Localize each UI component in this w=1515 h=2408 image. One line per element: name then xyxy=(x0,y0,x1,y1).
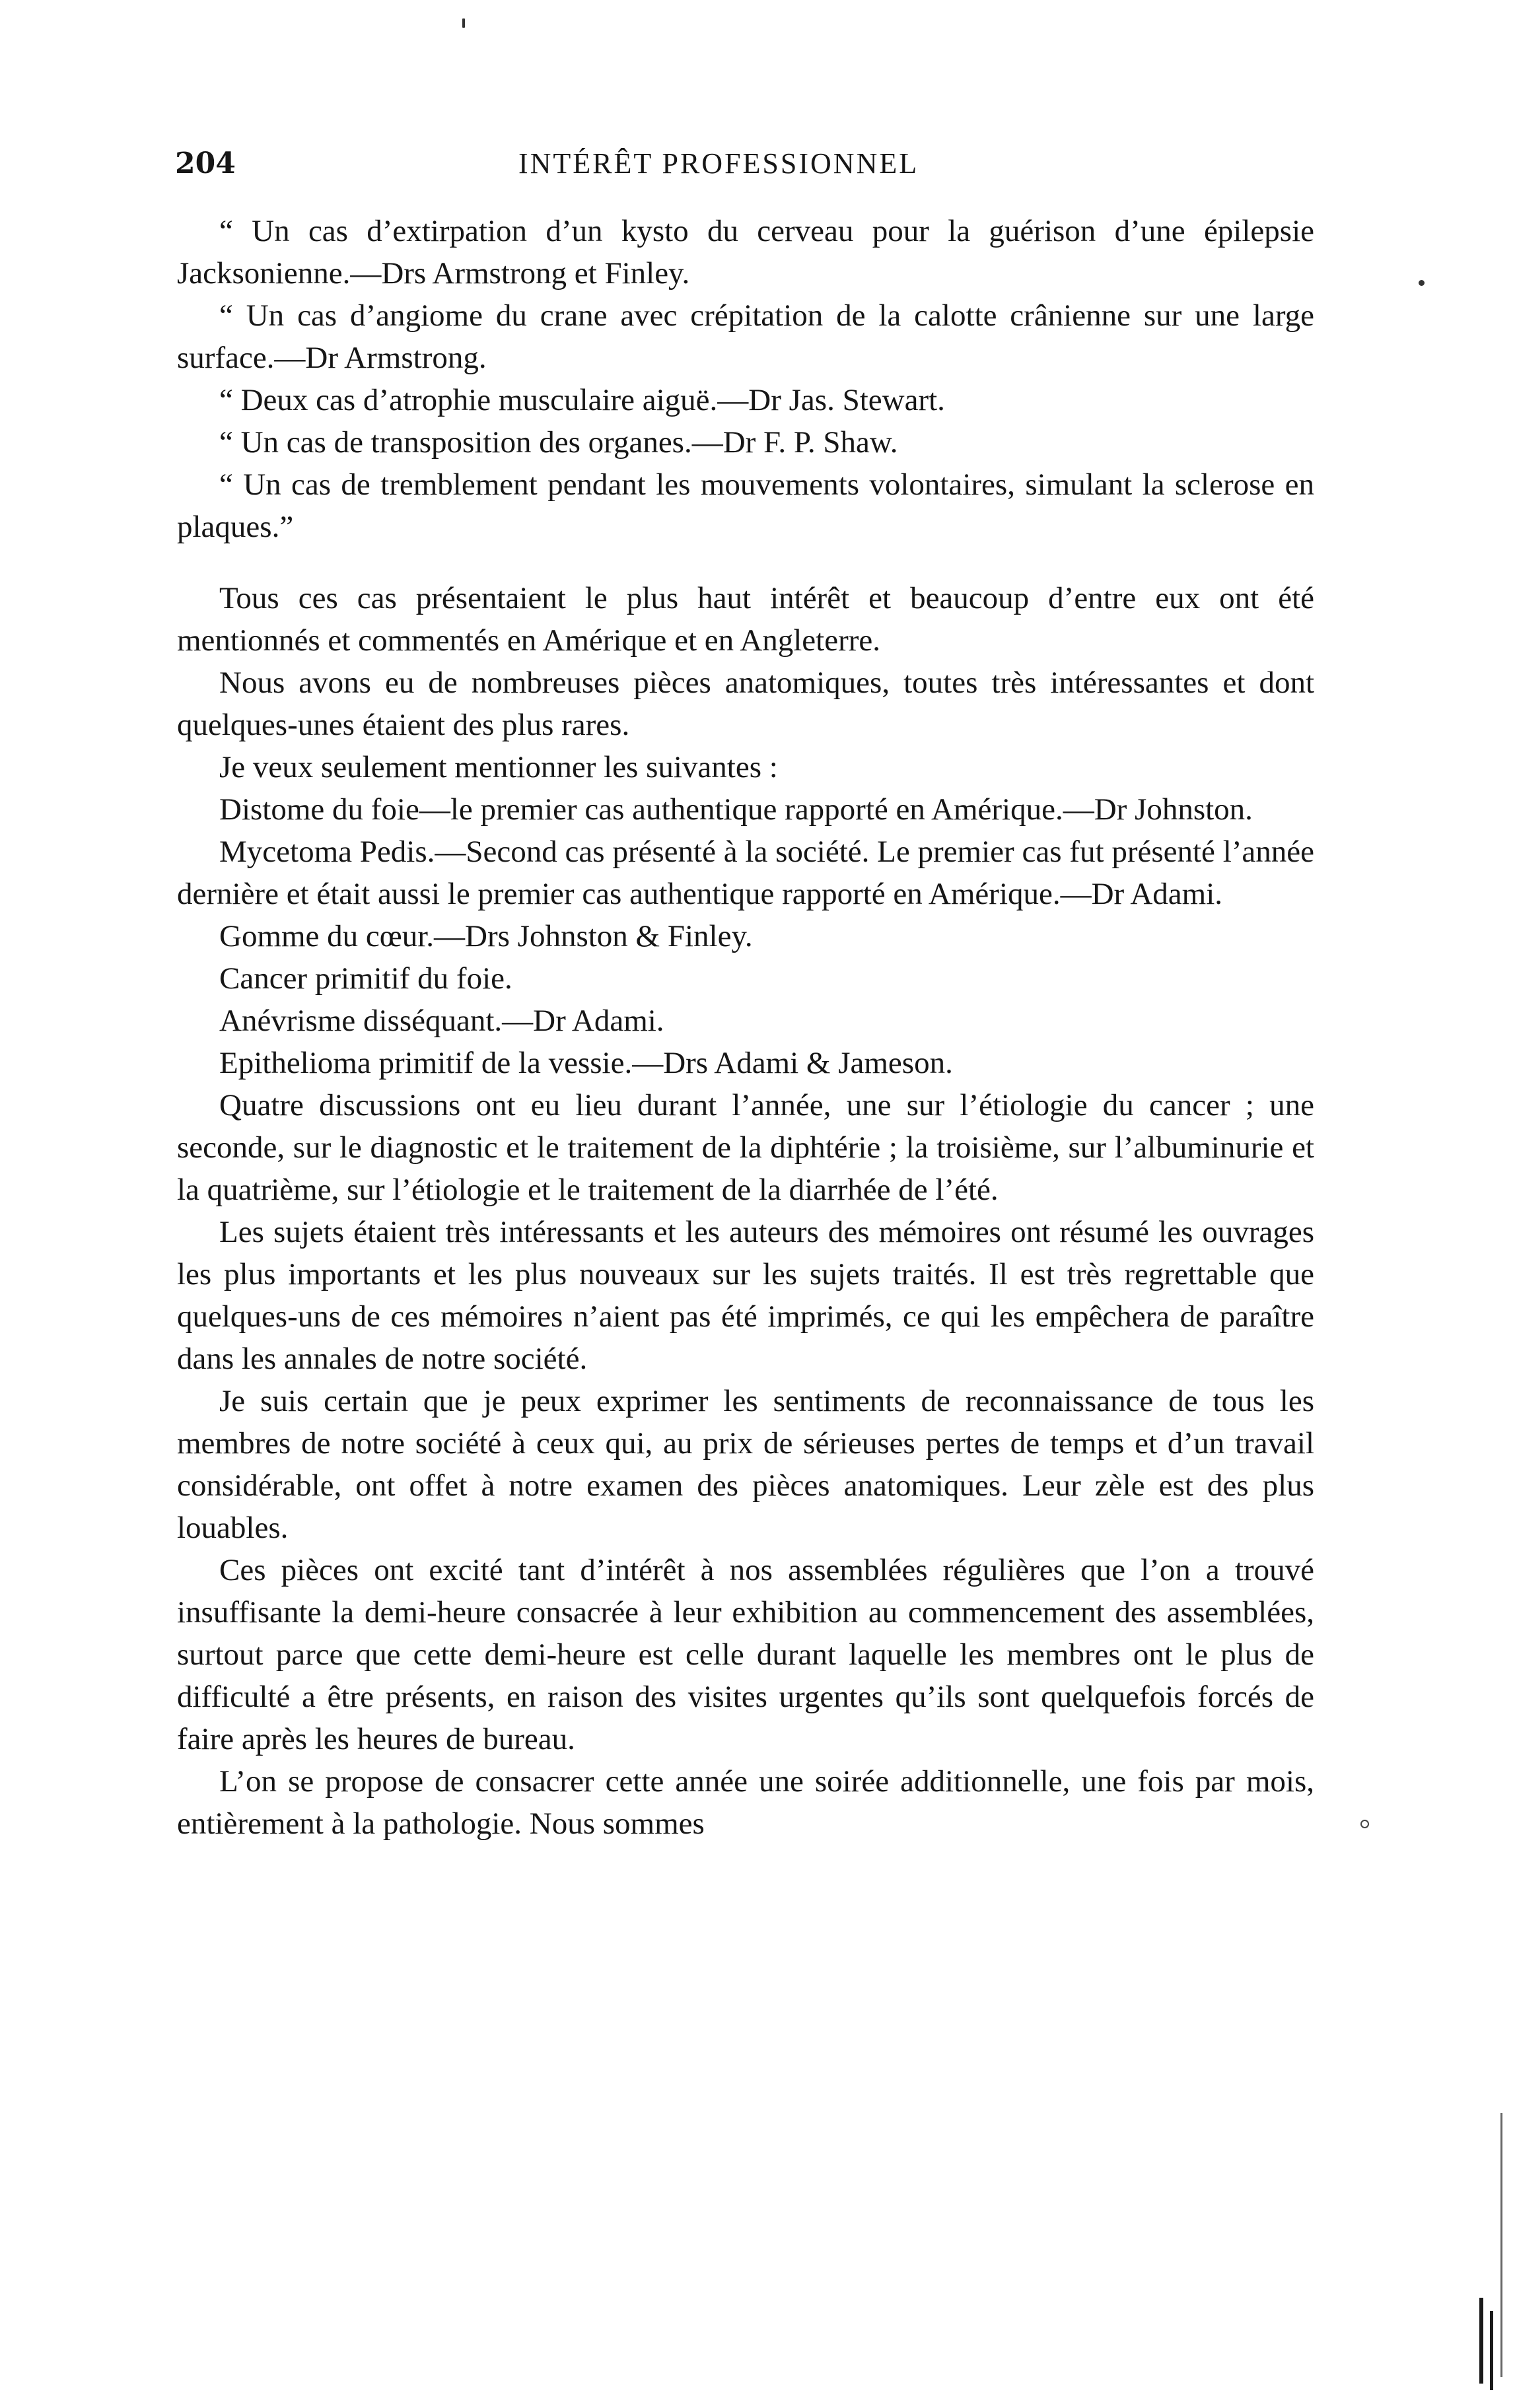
paragraph: Epithelioma primitif de la vessie.—Drs Adami & Jameson. xyxy=(219,1046,953,1080)
paragraph: Quatre discussions ont eu lieu durant l’année, une sur l’étiologie du cancer ; une seconde, sur le diagnostic et le traitement de la diphtérie ; la troisième, sur l’albuminurie et la quatrième, sur l’étiologie et le traitement de la diarrhée de l’été. xyxy=(177,1088,1314,1207)
paragraph: Gomme du cœur.—Drs Johnston & Finley. xyxy=(219,919,753,953)
paragraph: Je suis certain que je peux exprimer les sentiments de reconnaissance de tous les membres de notre société à ceux qui, au prix de sérieuses pertes de temps et d’un travail considérable, ont offet à notre examen des pièces anatomiques. Leur zèle est des plus louables. xyxy=(177,1384,1314,1545)
paragraph: “ Un cas de transposition des organes.—Dr F. P. Shaw. xyxy=(219,425,898,460)
paragraph: Je veux seulement mentionner les suivantes : xyxy=(219,750,778,784)
paragraph: “ Un cas d’extirpation d’un kysto du cerveau pour la guérison d’une épilepsie Jacksonienne.—Drs Armstrong et Finley. xyxy=(177,214,1314,291)
page-edge-mark xyxy=(1479,2298,1483,2384)
body-text xyxy=(177,210,1314,1845)
paragraph: Les sujets étaient très intéressants et les auteurs des mémoires ont résumé les ouvrages les plus importants et les plus nouveaux sur les sujets traités. Il est très regrettable que quelques-uns de ces mémoires n’aient pas été imprimés, ce qui les empêchera de paraître dans les annales de notre société. xyxy=(177,1215,1314,1376)
page-edge-mark xyxy=(1500,2113,1502,2377)
page-header xyxy=(175,147,1327,186)
paragraph: Ces pièces ont excité tant d’intérêt à nos assemblées régulières que l’on a trouvé insuffisante la demi-heure consacrée à leur exhibition au commencement des assemblées, surtout parce que cette demi-heure est celle durant laquelle les membres ont le plus de difficulté a être présents, en raison des visites urgentes qu’ils sont quelquefois forcés de faire après les heures de bureau. xyxy=(177,1553,1314,1756)
paragraph: “ Un cas d’angiome du crane avec crépitation de la calotte crânienne sur une large surface.—Dr Armstrong. xyxy=(177,298,1314,375)
paragraph: Anévrisme disséquant.—Dr Adami. xyxy=(219,1004,664,1038)
scan-speck xyxy=(1419,280,1425,286)
page-edge-mark xyxy=(1490,2311,1493,2390)
paragraph: Cancer primitif du foie. xyxy=(219,961,512,996)
scan-speck xyxy=(1360,1820,1369,1828)
paragraph: L’on se propose de consacrer cette année une soirée additionnelle, une fois par mois, entièrement à la pathologie. Nous sommes xyxy=(177,1764,1314,1841)
paragraph: Distome du foie—le premier cas authentique rapporté en Amérique.—Dr Johnston. xyxy=(219,792,1253,827)
page-number: 204 xyxy=(175,147,236,180)
paragraph: Mycetoma Pedis.—Second cas présenté à la société. Le premier cas fut présenté l’année dernière et était aussi le premier cas authentique rapporté en Amérique.—Dr Adami. xyxy=(177,835,1314,911)
running-head: INTÉRÊT PROFESSIONNEL xyxy=(518,147,919,180)
paragraph: Nous avons eu de nombreuses pièces anatomiques, toutes très intéressantes et dont quelques-unes étaient des plus rares. xyxy=(177,666,1314,742)
paragraph: “ Deux cas d’atrophie musculaire aiguë.—Dr Jas. Stewart. xyxy=(219,383,945,417)
scan-speck xyxy=(462,18,465,28)
paragraph: Tous ces cas présentaient le plus haut intérêt et beaucoup d’entre eux ont été mentionnés et commentés en Amérique et en Angleterre. xyxy=(177,581,1314,658)
paragraph: “ Un cas de tremblement pendant les mouvements volontaires, simulant la sclerose en plaques.” xyxy=(177,467,1314,544)
